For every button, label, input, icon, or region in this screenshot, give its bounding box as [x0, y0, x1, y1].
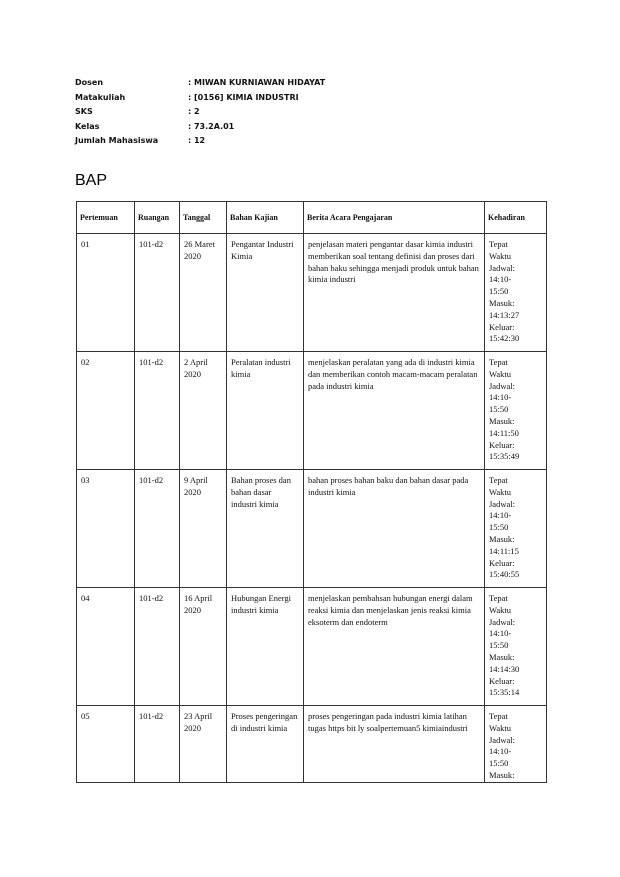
- cell-bahan-kajian: Peralatan industri kimia: [227, 352, 304, 470]
- table-header-row: [77, 202, 547, 234]
- cell-tanggal: 9 April 2020: [180, 470, 227, 588]
- header-pertemuan: Pertemuan: [77, 202, 135, 234]
- info-value: : 2: [188, 107, 200, 117]
- cell-berita-acara: menjelaskan peralatan yang ada di industri kimia dan memberikan contoh macam-macam peralatan pada industri kimia: [304, 352, 485, 470]
- kehadiran-line: Masuk:: [489, 297, 515, 308]
- header-ruangan: Ruangan: [135, 202, 180, 234]
- kehadiran-line: Tepat: [489, 593, 508, 603]
- kehadiran-line: Masuk:: [489, 651, 515, 662]
- info-label: Jumlah Mahasiswa: [75, 136, 159, 146]
- kehadiran-line: 15:50: [489, 404, 509, 415]
- kehadiran-line: Keluar:: [489, 439, 515, 450]
- kehadiran-line: Waktu: [489, 722, 511, 733]
- kehadiran-line: Masuk:: [489, 769, 515, 780]
- table-row: [77, 470, 547, 588]
- kehadiran-line: Waktu: [489, 604, 511, 615]
- cell-pertemuan: 01: [77, 234, 135, 352]
- cell-bahan-kajian: Proses pengeringan di industri kimia: [227, 706, 304, 783]
- info-value: : [0156] KIMIA INDUSTRI: [188, 92, 299, 102]
- info-row-kelas: [75, 120, 325, 135]
- cell-pertemuan: 02: [77, 352, 135, 470]
- info-row-matakuliah: [75, 91, 325, 106]
- course-info: [75, 76, 325, 149]
- kehadiran-line: 15:35:14: [489, 687, 520, 698]
- kehadiran-line: 15:50: [489, 286, 509, 297]
- cell-ruangan: 101-d2: [135, 352, 180, 470]
- kehadiran-line: Tepat: [489, 711, 508, 721]
- kehadiran-line: Waktu: [489, 486, 511, 497]
- kehadiran-line: Tepat: [489, 239, 508, 249]
- table-row: [77, 234, 547, 352]
- header-kehadiran: Kehadiran: [485, 202, 547, 234]
- cell-ruangan: 101-d2: [135, 588, 180, 706]
- cell-kehadiran: [485, 588, 547, 706]
- cell-ruangan: 101-d2: [135, 470, 180, 588]
- cell-pertemuan: 04: [77, 588, 135, 706]
- info-label: Dosen: [75, 78, 104, 87]
- table-row: [77, 352, 547, 470]
- section-title: BAP: [75, 172, 108, 189]
- kehadiran-line: Keluar:: [489, 557, 515, 568]
- kehadiran-line: 14:11:50: [489, 427, 519, 438]
- cell-bahan-kajian: Bahan proses dan bahan dasar industri kimia: [227, 470, 304, 588]
- cell-kehadiran: [485, 706, 547, 783]
- cell-kehadiran: [485, 352, 547, 470]
- cell-pertemuan: 05: [77, 706, 135, 783]
- table-row: [77, 588, 547, 706]
- table-body: [77, 234, 547, 783]
- cell-berita-acara: menjelaskan pembahsan hubungan energi dalam reaksi kimia dan menjelaskan jenis reaksi kimia eksoterm dan endoterm: [304, 588, 485, 706]
- kehadiran-line: 15:42:30: [489, 333, 520, 344]
- cell-ruangan: 101-d2: [135, 706, 180, 783]
- table-row: [77, 706, 547, 783]
- cell-tanggal: 2 April 2020: [180, 352, 227, 470]
- header-berita-acara: Berita Acara Pengajaran: [304, 202, 485, 234]
- info-label: Matakuliah: [75, 92, 126, 102]
- kehadiran-line: Waktu: [489, 368, 511, 379]
- cell-tanggal: 26 Maret 2020: [180, 234, 227, 352]
- kehadiran-line: 14:10-: [489, 746, 512, 757]
- kehadiran-line: 14:10-: [489, 628, 512, 639]
- cell-berita-acara: proses pengeringan pada industri kimia latihan tugas https bit ly soalpertemuan5 kimiaindustri: [304, 706, 485, 783]
- info-row-sks: [75, 105, 325, 120]
- kehadiran-line: Masuk:: [489, 533, 515, 544]
- info-value: : MIWAN KURNIAWAN HIDAYAT: [188, 78, 326, 87]
- header-tanggal: Tanggal: [180, 202, 227, 234]
- kehadiran-line: 14:13:27: [489, 309, 520, 320]
- kehadiran-line: Keluar:: [489, 321, 515, 332]
- header-bahan-kajian: Bahan Kajian: [227, 202, 304, 234]
- cell-kehadiran: [485, 234, 547, 352]
- info-row-dosen: [75, 76, 325, 91]
- info-label: Kelas: [75, 121, 100, 131]
- cell-tanggal: 23 April 2020: [180, 706, 227, 783]
- info-row-jumlah-mahasiswa: [75, 134, 325, 149]
- kehadiran-line: Tepat: [489, 357, 508, 367]
- cell-bahan-kajian: Hubungan Energi industri kimia: [227, 588, 304, 706]
- kehadiran-line: Waktu: [489, 250, 511, 261]
- kehadiran-line: Jadwal:: [489, 498, 515, 509]
- kehadiran-line: 14:14:30: [489, 663, 520, 674]
- kehadiran-line: Jadwal:: [489, 734, 515, 745]
- kehadiran-line: 14:10-: [489, 274, 512, 285]
- kehadiran-line: 14:10-: [489, 510, 512, 521]
- cell-kehadiran: [485, 470, 547, 588]
- kehadiran-line: 15:50: [489, 522, 509, 533]
- kehadiran-line: 15:35:49: [489, 451, 520, 462]
- info-value: : 12: [188, 136, 206, 146]
- bap-table: [76, 201, 547, 783]
- cell-ruangan: 101-d2: [135, 234, 180, 352]
- info-label: SKS: [75, 107, 93, 117]
- cell-berita-acara: bahan proses bahan baku dan bahan dasar pada industri kimia: [304, 470, 485, 588]
- kehadiran-line: Keluar:: [489, 675, 515, 686]
- info-value: : 73.2A.01: [188, 121, 235, 131]
- cell-bahan-kajian: Pengantar Industri Kimia: [227, 234, 304, 352]
- kehadiran-line: Jadwal:: [489, 616, 515, 627]
- kehadiran-line: 15:50: [489, 758, 509, 769]
- kehadiran-line: Tepat: [489, 475, 508, 485]
- kehadiran-line: Masuk:: [489, 415, 515, 426]
- cell-berita-acara: penjelasan materi pengantar dasar kimia industri memberikan soal tentang definisi dan proses dari bahan baku sehingga menjadi produk untuk bahan kimia industri: [304, 234, 485, 352]
- kehadiran-line: Jadwal:: [489, 380, 515, 391]
- kehadiran-line: Jadwal:: [489, 262, 515, 273]
- kehadiran-line: 14:11:15: [489, 545, 519, 556]
- cell-pertemuan: 03: [77, 470, 135, 588]
- kehadiran-line: 14:10-: [489, 392, 512, 403]
- cell-tanggal: 16 April 2020: [180, 588, 227, 706]
- kehadiran-line: 15:40:55: [489, 569, 520, 580]
- kehadiran-line: 15:50: [489, 640, 509, 651]
